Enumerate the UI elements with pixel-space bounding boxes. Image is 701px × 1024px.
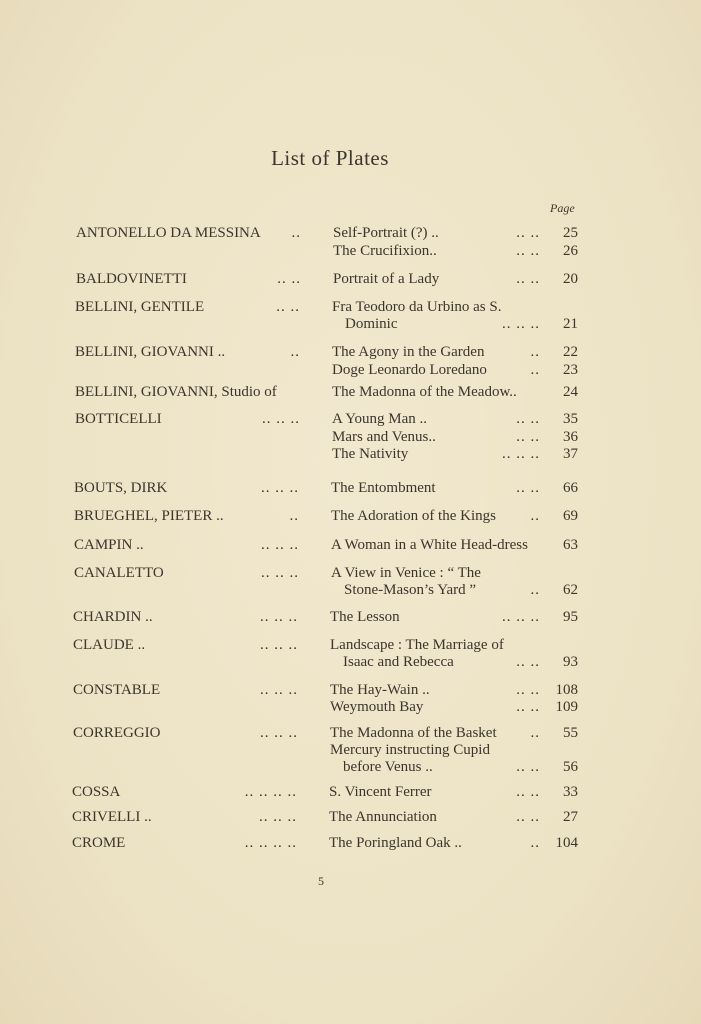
dot-leader: .. .. .. xyxy=(260,637,298,653)
dot-leader: .. xyxy=(530,508,540,524)
page-ref: 27 xyxy=(563,809,578,825)
dot-leader: .. .. .. .. xyxy=(244,835,297,851)
dot-leader: .. .. xyxy=(516,654,540,670)
artist-name xyxy=(75,383,300,401)
plate-title xyxy=(330,608,540,626)
plate-title xyxy=(329,834,540,852)
page-title: List of Plates xyxy=(271,146,389,170)
plate-title xyxy=(332,361,540,379)
dot-leader: .. .. xyxy=(516,411,540,427)
plate-label: The Crucifixion.. xyxy=(333,243,437,259)
page-ref: 62 xyxy=(563,582,578,598)
plate-label: Fra Teodoro da Urbino as S. xyxy=(332,299,502,315)
dot-leader: .. .. .. .. xyxy=(244,784,297,800)
artist-label: COSSA xyxy=(72,784,121,800)
dot-leader: .. xyxy=(530,835,540,851)
dot-leader: .. .. .. xyxy=(262,411,300,427)
dot-leader: .. .. .. xyxy=(260,609,298,625)
artist-label: BELLINI, GENTILE xyxy=(75,299,205,315)
page-ref: 109 xyxy=(555,699,578,715)
page-ref: 55 xyxy=(563,725,578,741)
dot-leader: .. .. xyxy=(516,225,540,241)
plate-label: A Young Man .. xyxy=(332,411,428,427)
plate-title xyxy=(332,383,540,401)
artist-label: BELLINI, GIOVANNI, Studio of xyxy=(75,384,277,400)
plate-label: Mercury instructing Cupid xyxy=(330,742,490,758)
artist-name xyxy=(72,783,297,801)
plate-title xyxy=(331,564,540,582)
page-ref: 93 xyxy=(563,654,578,670)
dot-leader: .. .. .. xyxy=(259,809,297,825)
artist-label: BALDOVINETTI xyxy=(76,271,187,287)
artist-name xyxy=(73,636,298,654)
dot-leader: .. .. xyxy=(516,243,540,259)
page-ref: 104 xyxy=(555,835,578,851)
page-ref: 21 xyxy=(563,316,578,332)
plate-label: The Agony in the Garden xyxy=(332,344,485,360)
dot-leader: .. .. xyxy=(516,759,540,775)
page-ref: 22 xyxy=(563,344,578,360)
plate-title xyxy=(332,410,540,428)
page-ref: 95 xyxy=(563,609,578,625)
artist-name xyxy=(72,808,297,826)
artist-name xyxy=(75,343,300,361)
plate-title xyxy=(343,758,540,776)
page-ref: 108 xyxy=(555,682,578,698)
artist-label: CORREGGIO xyxy=(73,725,161,741)
dot-leader: .. .. .. xyxy=(260,725,298,741)
artist-label: CROME xyxy=(72,835,126,851)
plate-label: The Madonna of the Meadow.. xyxy=(332,384,517,400)
dot-leader: .. xyxy=(530,344,540,360)
dot-leader: .. .. xyxy=(516,784,540,800)
plate-title xyxy=(331,479,540,497)
artist-name xyxy=(73,608,298,626)
plate-title xyxy=(332,298,540,316)
plate-label: S. Vincent Ferrer xyxy=(329,784,432,800)
artist-name xyxy=(74,564,299,582)
page-ref: 63 xyxy=(563,537,578,553)
artist-label: BOUTS, DIRK xyxy=(74,480,168,496)
page-ref: 37 xyxy=(563,446,578,462)
artist-label: CRIVELLI .. xyxy=(72,809,152,825)
page-number: 5 xyxy=(318,874,324,888)
plate-label: Dominic xyxy=(345,316,398,332)
dot-leader: .. .. .. xyxy=(261,480,299,496)
dot-leader: .. .. xyxy=(516,429,540,445)
plate-label: Self-Portrait (?) .. xyxy=(333,225,439,241)
dot-leader: .. .. xyxy=(516,271,540,287)
plate-title xyxy=(343,653,540,671)
plate-label: Mars and Venus.. xyxy=(332,429,436,445)
dot-leader: .. .. xyxy=(276,299,300,315)
dot-leader: .. .. xyxy=(516,682,540,698)
plate-label: The Nativity xyxy=(332,446,409,462)
plate-title xyxy=(332,428,540,446)
plate-title xyxy=(330,698,540,716)
dot-leader: .. .. .. xyxy=(502,609,540,625)
artist-name xyxy=(76,224,301,242)
plate-title xyxy=(333,224,540,242)
artist-name xyxy=(75,298,300,316)
plate-label: Landscape : The Marriage of xyxy=(330,637,504,653)
plate-title xyxy=(330,636,540,654)
page-ref: 35 xyxy=(563,411,578,427)
plate-title xyxy=(329,783,540,801)
plate-label: Portrait of a Lady xyxy=(333,271,440,287)
dot-leader: .. .. xyxy=(277,271,301,287)
artist-name xyxy=(75,410,300,428)
artist-name xyxy=(73,724,298,742)
plate-label: before Venus .. xyxy=(343,759,433,775)
plate-title xyxy=(330,741,540,759)
page-ref: 36 xyxy=(563,429,578,445)
plate-title xyxy=(333,270,540,288)
plate-label: Stone-Mason’s Yard ” xyxy=(344,582,477,598)
dot-leader: .. .. xyxy=(516,809,540,825)
dot-leader: .. .. .. xyxy=(502,446,540,462)
dot-leader: .. .. xyxy=(516,480,540,496)
plate-label: The Adoration of the Kings xyxy=(331,508,496,524)
dot-leader: .. .. .. xyxy=(260,682,298,698)
page-ref: 26 xyxy=(563,243,578,259)
plate-title xyxy=(345,315,540,333)
plate-title xyxy=(330,681,540,699)
plate-title xyxy=(344,581,540,599)
artist-name xyxy=(76,270,301,288)
dot-leader: .. xyxy=(289,508,299,524)
plate-label: The Lesson xyxy=(330,609,400,625)
page-ref: 23 xyxy=(563,362,578,378)
page-ref: 66 xyxy=(563,480,578,496)
plate-label: Weymouth Bay xyxy=(330,699,424,715)
page-ref: 69 xyxy=(563,508,578,524)
dot-leader: .. .. .. xyxy=(261,565,299,581)
artist-label: CAMPIN .. xyxy=(74,537,144,553)
artist-name xyxy=(74,507,299,525)
artist-label: BELLINI, GIOVANNI .. xyxy=(75,344,226,360)
page-ref: 20 xyxy=(563,271,578,287)
artist-name xyxy=(74,479,299,497)
plate-label: Doge Leonardo Loredano xyxy=(332,362,487,378)
plate-title xyxy=(329,808,540,826)
artist-label: CONSTABLE xyxy=(73,682,161,698)
dot-leader: .. xyxy=(291,225,301,241)
dot-leader: .. xyxy=(530,362,540,378)
plate-title xyxy=(331,507,540,525)
page-ref: 25 xyxy=(563,225,578,241)
dot-leader: .. xyxy=(290,344,300,360)
artist-label: ANTONELLO DA MESSINA xyxy=(76,225,261,241)
plate-label: A Woman in a White Head-dress xyxy=(331,537,528,553)
artist-label: BRUEGHEL, PIETER .. xyxy=(74,508,224,524)
dot-leader: .. xyxy=(530,725,540,741)
page-ref: 33 xyxy=(563,784,578,800)
page-ref: 56 xyxy=(563,759,578,775)
artist-label: CLAUDE .. xyxy=(73,637,146,653)
page-column-header: Page xyxy=(550,201,575,215)
dot-leader: .. .. .. xyxy=(261,537,299,553)
plate-label: The Annunciation xyxy=(329,809,437,825)
dot-leader: .. .. .. xyxy=(502,316,540,332)
plate-label: A View in Venice : “ The xyxy=(331,565,481,581)
plate-label: The Entombment xyxy=(331,480,436,496)
plate-label: The Madonna of the Basket xyxy=(330,725,497,741)
artist-label: CANALETTO xyxy=(74,565,164,581)
plate-label: The Poringland Oak .. xyxy=(329,835,462,851)
plate-title xyxy=(331,536,540,554)
dot-leader: .. xyxy=(530,582,540,598)
artist-name xyxy=(73,681,298,699)
plate-title xyxy=(332,445,540,463)
artist-name xyxy=(72,834,297,852)
plate-title xyxy=(332,343,540,361)
plate-label: The Hay-Wain .. xyxy=(330,682,430,698)
artist-label: CHARDIN .. xyxy=(73,609,153,625)
plate-title xyxy=(333,242,540,260)
plate-title xyxy=(330,724,540,742)
page-ref: 24 xyxy=(563,384,578,400)
artist-name xyxy=(74,536,299,554)
plate-label: Isaac and Rebecca xyxy=(343,654,454,670)
dot-leader: .. .. xyxy=(516,699,540,715)
artist-label: BOTTICELLI xyxy=(75,411,162,427)
